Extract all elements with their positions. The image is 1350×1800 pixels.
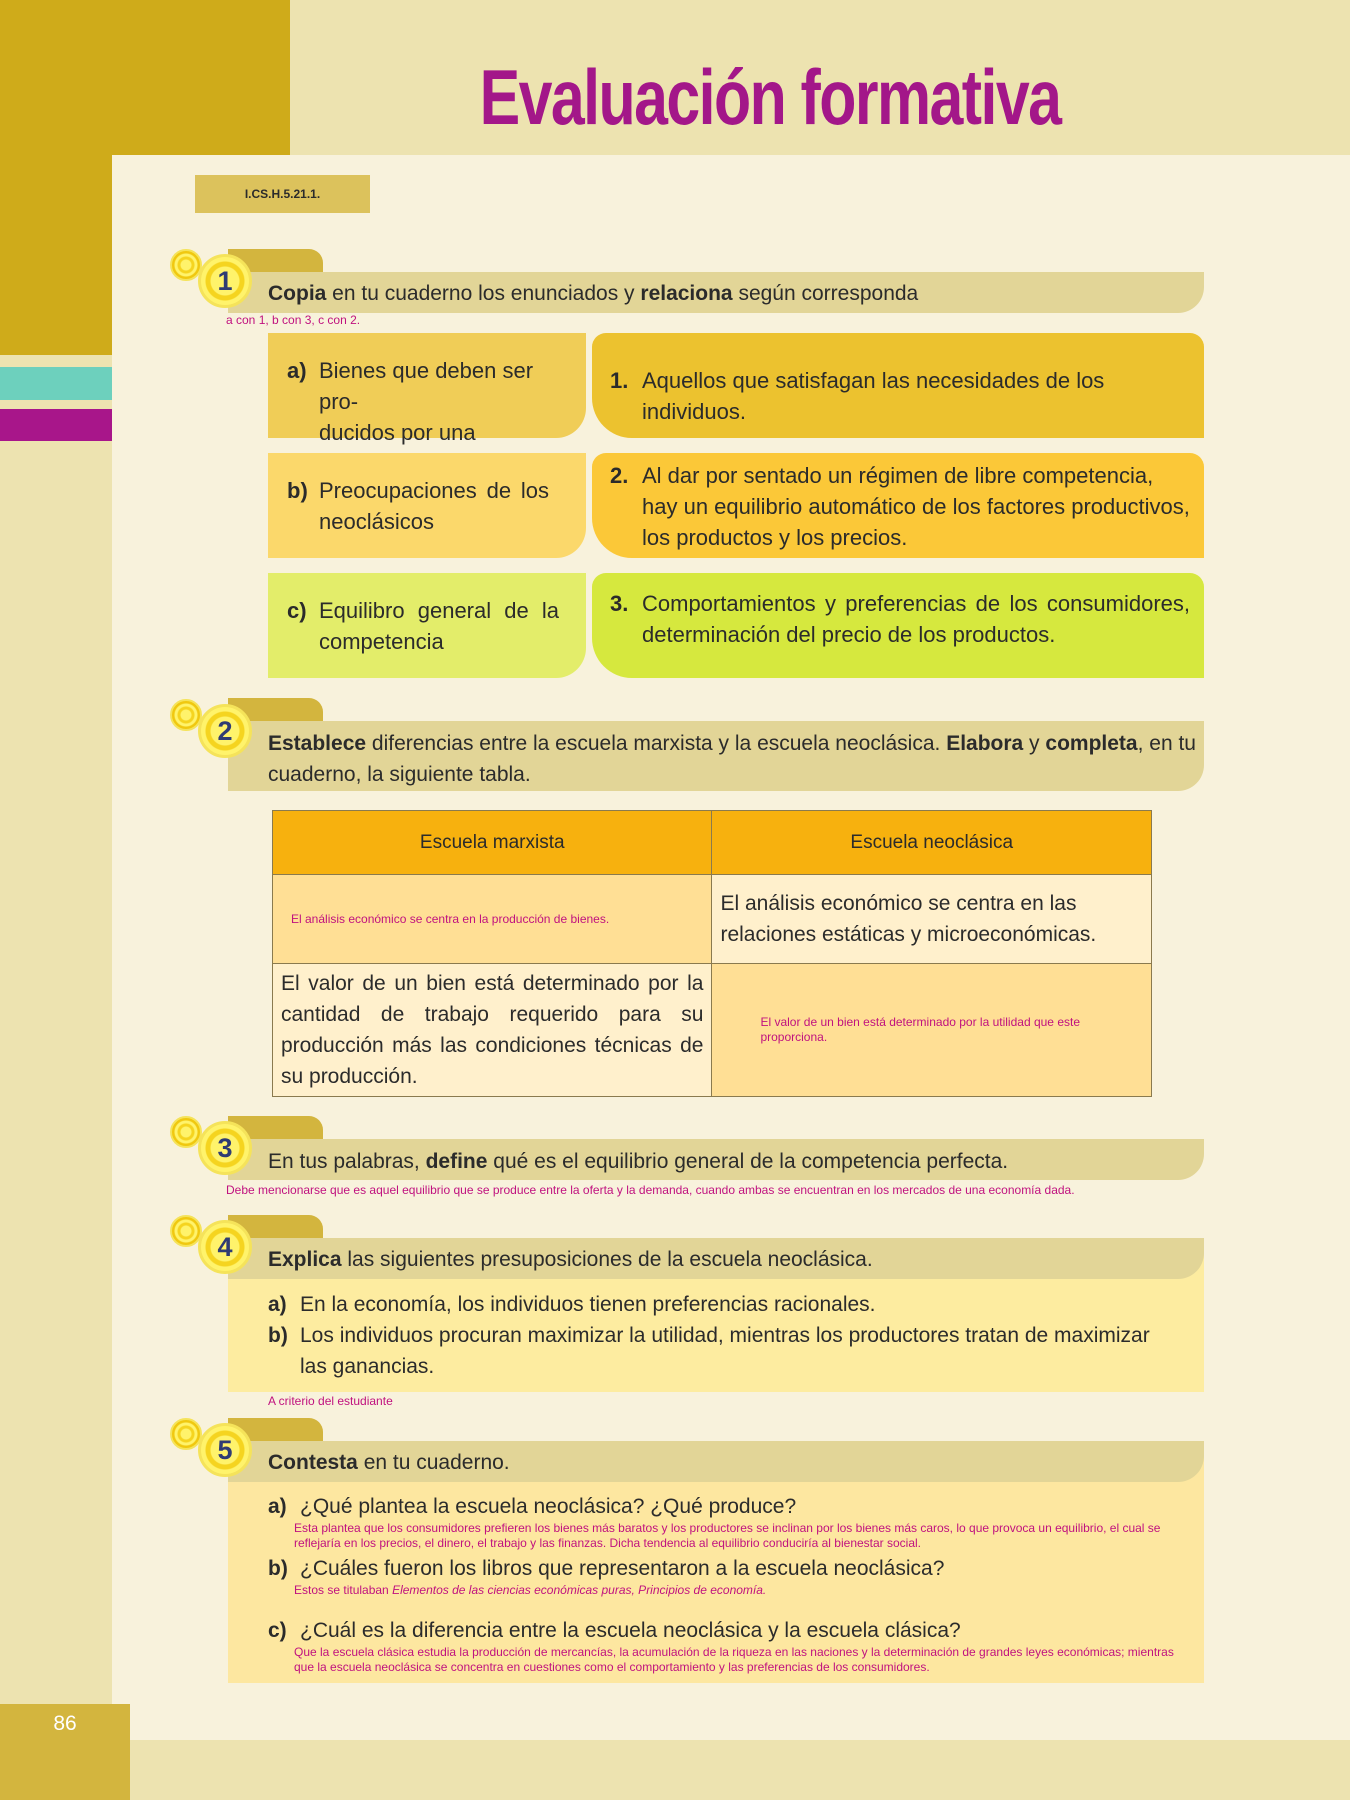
instruction-verb: define — [425, 1150, 488, 1173]
match-right-1 — [592, 333, 1204, 438]
question-answer: Que la escuela clásica estudia la producción de mercancías, la acumulación de la riqueza en las naciones y la determinación de grandes leyes económicas; mientras que la escuela neoclásica se concentra en cuestiones como el comportamiento y las preferencias de los consumidores. — [294, 1645, 1174, 1674]
match-label: b) — [287, 478, 308, 503]
question-text: ¿Cuál es la diferencia entre la escuela neoclásica y la escuela clásica? — [300, 1619, 961, 1642]
section-4-instruction — [268, 1244, 873, 1275]
table-header-row — [273, 811, 1152, 875]
answer-prefix: Estos se titulaban — [294, 1583, 393, 1597]
instruction-text: en tu cuaderno los enunciados y — [326, 282, 641, 305]
section-2-number: 2 — [217, 716, 233, 746]
answer-book-titles: Elementos de las ciencias económicas puras, Principios de economía. — [392, 1583, 767, 1597]
section-1-instruction — [268, 278, 918, 309]
page-title: Evaluación formativa — [479, 53, 1061, 141]
item-text: Los individuos procuran maximizar la utilidad, mientras los productores tratan de maximizar las ganancias. — [300, 1324, 1150, 1378]
item-label: b) — [268, 1324, 288, 1347]
match-right-3 — [592, 573, 1204, 678]
indicator-code: I.CS.H.5.21.1. — [195, 175, 370, 213]
match-text: Al dar por sentado un régimen de libre competencia, hay un equilibrio automático de los factores productivos, los productos y los precios. — [642, 463, 1190, 550]
match-left-c — [268, 573, 586, 678]
table-header: Escuela neoclásica — [712, 811, 1152, 875]
table-cell: El análisis económico se centra en las relaciones estáticas y microeconómicas. — [712, 875, 1152, 964]
magenta-accent-bar — [0, 409, 112, 441]
table-cell-answer: El valor de un bien está determinado por la utilidad que este proporciona. — [712, 964, 1152, 1097]
section-4-answer: A criterio del estudiante — [268, 1394, 393, 1408]
instruction-verb: completa — [1045, 732, 1138, 755]
section-4-number: 4 — [217, 1232, 233, 1262]
page-number: 86 — [53, 1712, 77, 1735]
instruction-text: en tu cuaderno. — [357, 1451, 510, 1474]
match-left-b — [268, 453, 586, 558]
instruction-verb: Explica — [268, 1248, 342, 1271]
table-header: Escuela marxista — [273, 811, 712, 875]
section-5-instruction — [268, 1447, 510, 1478]
item-label: a) — [268, 1495, 287, 1518]
table-row — [273, 875, 1152, 964]
question-answer — [294, 1583, 1194, 1598]
match-text: Bienes que deben ser pro- ducidos por una — [319, 358, 534, 445]
instruction-text: diferencias entre la escuela marxista y la escuela neoclásica. — [366, 732, 947, 755]
item-text: En la economía, los individuos tienen preferencias racionales. — [300, 1293, 876, 1316]
question-item — [268, 1615, 1198, 1646]
question-text: ¿Cuáles fueron los libros que representaron a la escuela neoclásica? — [300, 1557, 945, 1580]
list-item — [268, 1289, 1168, 1320]
section-5-number: 5 — [217, 1435, 233, 1465]
list-item — [268, 1320, 1168, 1382]
teal-accent-bar — [0, 367, 112, 400]
match-label: 1. — [610, 368, 629, 393]
instruction-text: , en tu cuaderno, la siguiente tabla. — [268, 732, 1196, 786]
question-answer: Esta plantea que los consumidores prefieren los bienes más baratos y los productores se inclinan por los bienes más caros, lo que provoca un equilibrio, el cual se reflejaría en los precios, el dinero, el trabajo y las finanzas. Dicha tendencia al equilibrio conduciría al bienestar social. — [294, 1521, 1161, 1550]
instruction-text: qué es el equilibrio general de la competencia perfecta. — [487, 1150, 1009, 1173]
instruction-verb: relaciona — [640, 282, 733, 305]
item-label: c) — [268, 1619, 287, 1642]
question-item — [268, 1553, 1198, 1584]
comparison-table — [272, 810, 1152, 1097]
item-label: b) — [268, 1557, 288, 1580]
match-text: Comportamientos y preferencias de los consumidores, determinación del precio de los productos. — [642, 591, 1190, 647]
instruction-text: las siguientes presuposiciones de la escuela neoclásica. — [341, 1248, 873, 1271]
table-row — [273, 964, 1152, 1097]
instruction-text: En tus palabras, — [268, 1150, 426, 1173]
item-label: a) — [268, 1293, 287, 1316]
section-1-answer: a con 1, b con 3, c con 2. — [226, 313, 361, 327]
section-1-number: 1 — [217, 266, 233, 296]
question-text: ¿Qué plantea la escuela neoclásica? ¿Qué produce? — [300, 1495, 797, 1518]
instruction-verb: Contesta — [268, 1451, 358, 1474]
section-2-instruction — [268, 728, 1198, 790]
match-right-2 — [592, 453, 1204, 558]
match-text: Equilibro general de la competencia — [319, 598, 559, 654]
instruction-verb: Establece — [268, 732, 367, 755]
instruction-verb: Elabora — [946, 732, 1024, 755]
instruction-verb: Copia — [268, 282, 327, 305]
instruction-text: según corresponda — [732, 282, 919, 305]
match-label: 3. — [610, 591, 629, 616]
section-3-answer: Debe mencionarse que es aquel equilibrio que se produce entre la oferta y la demanda, cuando ambas se encuentran en los mercados de una economía dada. — [226, 1183, 1075, 1197]
table-cell-answer: El análisis económico se centra en la producción de bienes. — [273, 875, 712, 964]
match-text: Aquellos que satisfagan las necesidades de los individuos. — [642, 368, 1105, 424]
section-3-number: 3 — [217, 1133, 233, 1163]
match-text: Preocupaciones de los neoclásicos — [319, 478, 549, 534]
match-label: 2. — [610, 463, 629, 488]
table-cell: El valor de un bien está determinado por la cantidad de trabajo requerido para su producción más las condiciones técnicas de su producción. — [273, 964, 712, 1097]
match-left-a — [268, 333, 586, 445]
match-label: c) — [287, 598, 307, 623]
instruction-text: y — [1023, 732, 1046, 755]
match-label: a) — [287, 358, 307, 383]
question-item — [268, 1491, 1198, 1522]
section-3-instruction — [268, 1146, 1008, 1177]
